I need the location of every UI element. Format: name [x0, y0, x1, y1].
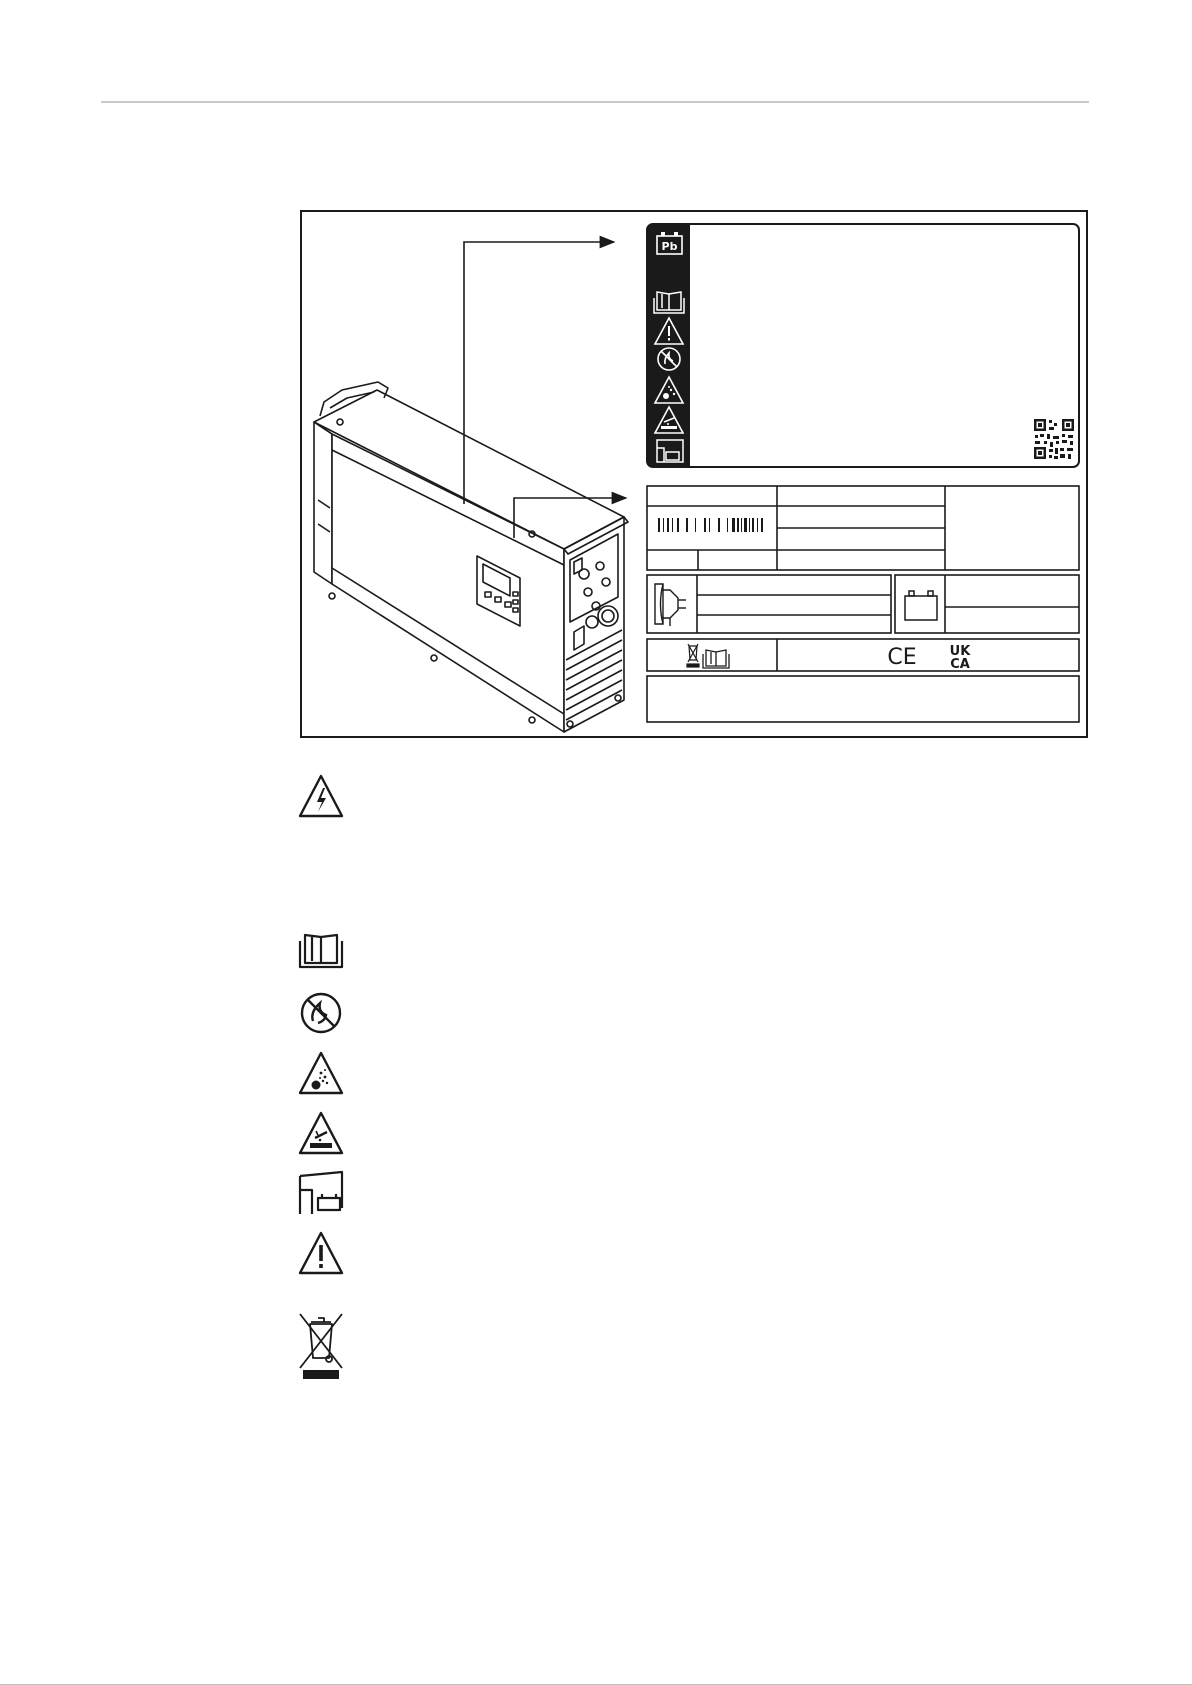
mains-plug-icon — [655, 584, 686, 626]
corrosive-acid-icon — [296, 1109, 346, 1159]
rating-plate-drawing — [302, 212, 1090, 740]
read-manual-small-icon — [703, 650, 729, 668]
qr-code — [1033, 418, 1075, 460]
header-rule — [101, 101, 1089, 103]
ukca-marking-top: UK — [949, 644, 971, 659]
high-voltage-icon — [296, 772, 346, 822]
warning-label — [647, 224, 1079, 467]
rating-plate — [647, 486, 1079, 722]
read-manual-icon — [297, 929, 345, 973]
explosive-gas-icon — [296, 1049, 346, 1099]
barcode — [658, 518, 763, 532]
battery-connection-icon — [296, 1168, 346, 1218]
battery-icon — [905, 591, 937, 620]
weee-small-icon — [687, 644, 699, 667]
weee-disposal-icon — [298, 1310, 344, 1380]
no-open-flame-icon — [296, 988, 346, 1038]
rating-plate-figure — [300, 210, 1088, 738]
device-illustration — [314, 382, 628, 732]
warning-icon — [296, 1229, 346, 1279]
chemistry-badge: Pb — [661, 240, 678, 253]
ce-marking: CE — [887, 645, 917, 670]
ukca-marking-bottom: CA — [950, 657, 970, 672]
